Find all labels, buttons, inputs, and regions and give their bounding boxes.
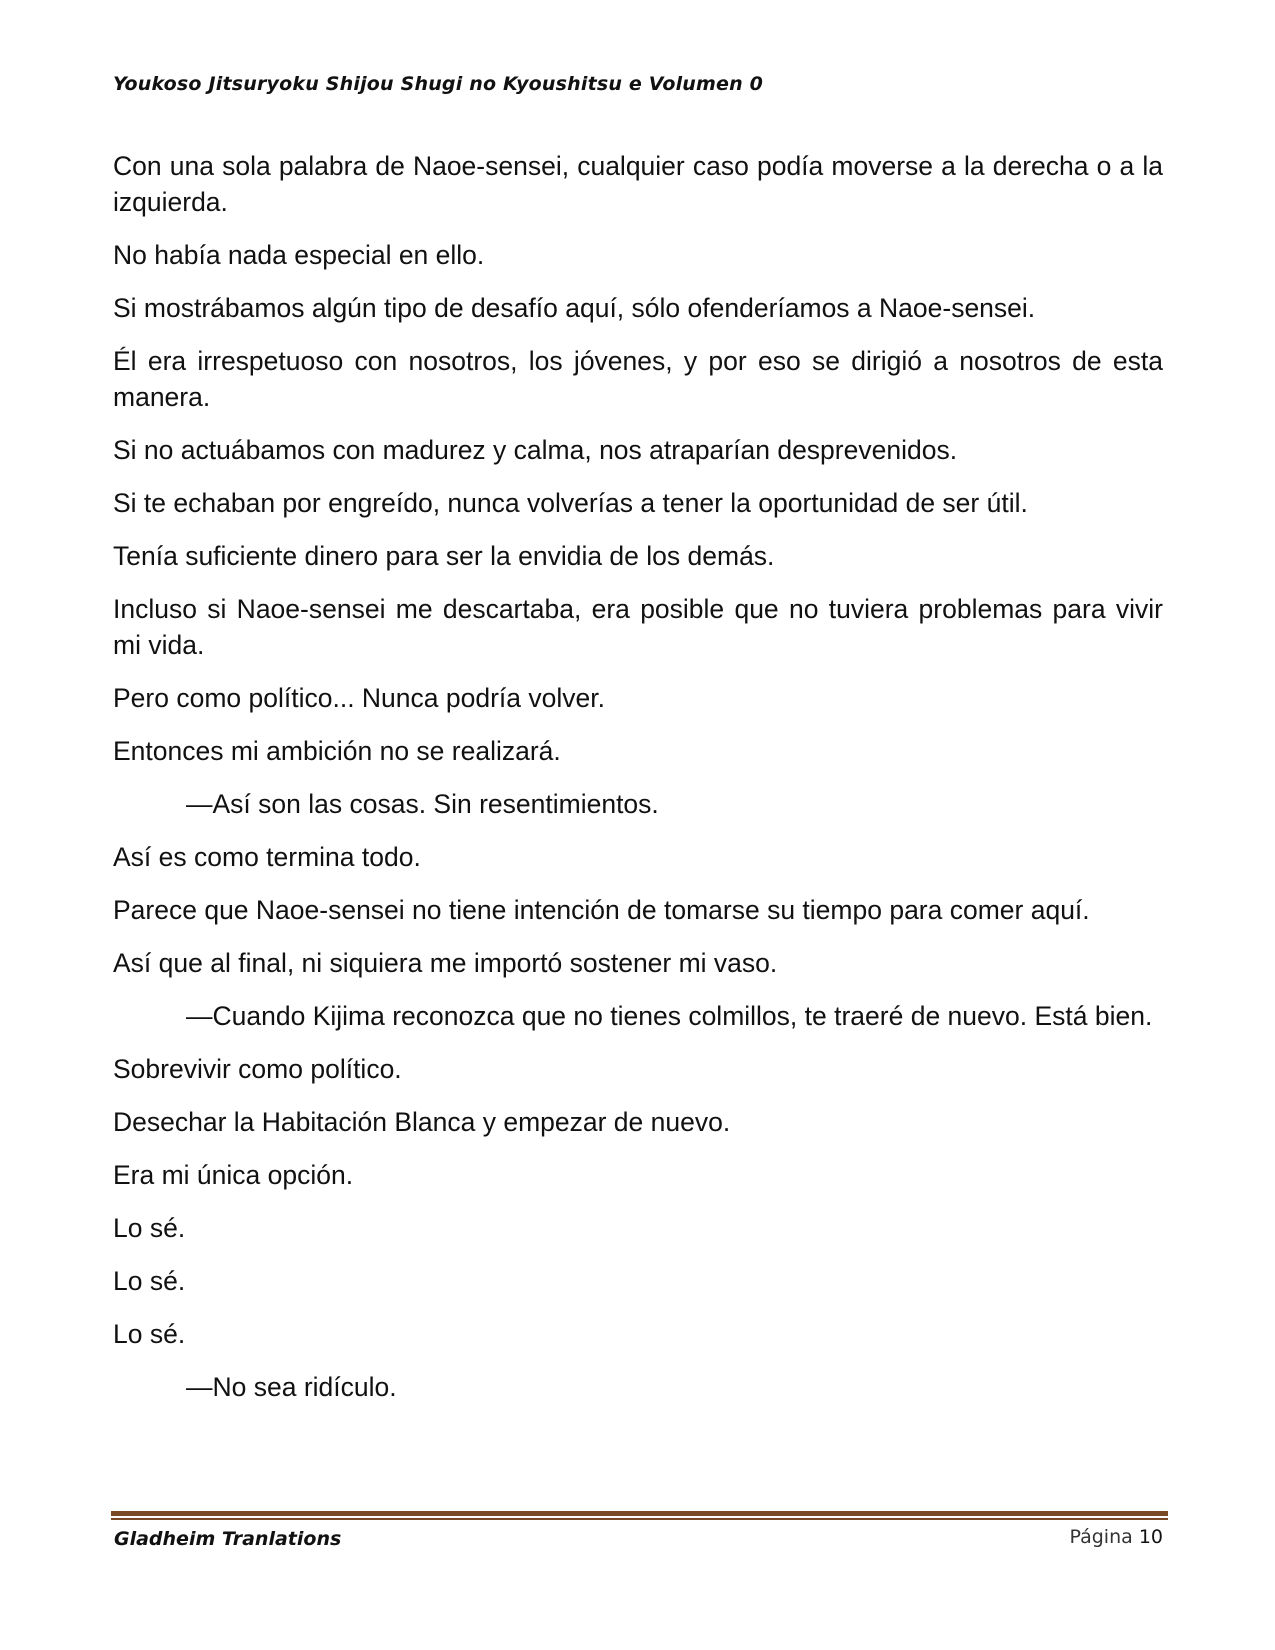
paragraph: Si mostrábamos algún tipo de desafío aquí, sólo ofenderíamos a Naoe-sensei. <box>113 293 1036 323</box>
paragraph: Entonces mi ambición no se realizará. <box>113 736 561 766</box>
paragraph: Parece que Naoe-sensei no tiene intención de tomarse su tiempo para comer aquí. <box>113 895 1090 925</box>
paragraph: Incluso si Naoe-sensei me descartaba, era posible que no tuviera problemas para vivir mi vida. <box>113 594 1163 660</box>
paragraph: Desechar la Habitación Blanca y empezar de nuevo. <box>113 1107 731 1137</box>
page-number: 10 <box>1138 1526 1163 1548</box>
paragraph: No había nada especial en ello. <box>113 240 485 270</box>
paragraph: Así que al final, ni siquiera me importó sostener mi vaso. <box>113 948 778 978</box>
paragraph: Con una sola palabra de Naoe-sensei, cualquier caso podía moverse a la derecha o a la izquierda. <box>113 151 1163 217</box>
paragraph: Si te echaban por engreído, nunca volverías a tener la oportunidad de ser útil. <box>113 488 1028 518</box>
footer-rule-secondary <box>111 1518 1168 1520</box>
dialogue-paragraph: —Así son las cosas. Sin resentimientos. <box>186 789 659 819</box>
paragraph: Él era irrespetuoso con nosotros, los jóvenes, y por eso se dirigió a nosotros de esta manera. <box>113 346 1163 412</box>
document-body <box>113 148 1163 1422</box>
dialogue-paragraph: —Cuando Kijima reconozca que no tienes colmillos, te traeré de nuevo. Está bien. <box>186 1001 1153 1031</box>
paragraph: Era mi única opción. <box>113 1160 354 1190</box>
paragraph: Pero como político... Nunca podría volver. <box>113 683 605 713</box>
footer-rule <box>111 1511 1168 1516</box>
footer-credit: Gladheim Tranlations <box>114 1528 342 1550</box>
running-header-title: Youkoso Jitsuryoku Shijou Shugi no Kyoushitsu e Volumen 0 <box>113 73 764 95</box>
dialogue-paragraph: —No sea ridículo. <box>186 1372 397 1402</box>
paragraph: Tenía suficiente dinero para ser la envidia de los demás. <box>113 541 775 571</box>
page-indicator <box>1069 1526 1163 1548</box>
paragraph: Así es como termina todo. <box>113 842 421 872</box>
paragraph: Sobrevivir como político. <box>113 1054 402 1084</box>
paragraph: Lo sé. <box>113 1213 186 1243</box>
paragraph: Si no actuábamos con madurez y calma, nos atraparían desprevenidos. <box>113 435 958 465</box>
paragraph: Lo sé. <box>113 1266 186 1296</box>
paragraph: Lo sé. <box>113 1319 186 1349</box>
page-label: Página <box>1069 1526 1133 1548</box>
